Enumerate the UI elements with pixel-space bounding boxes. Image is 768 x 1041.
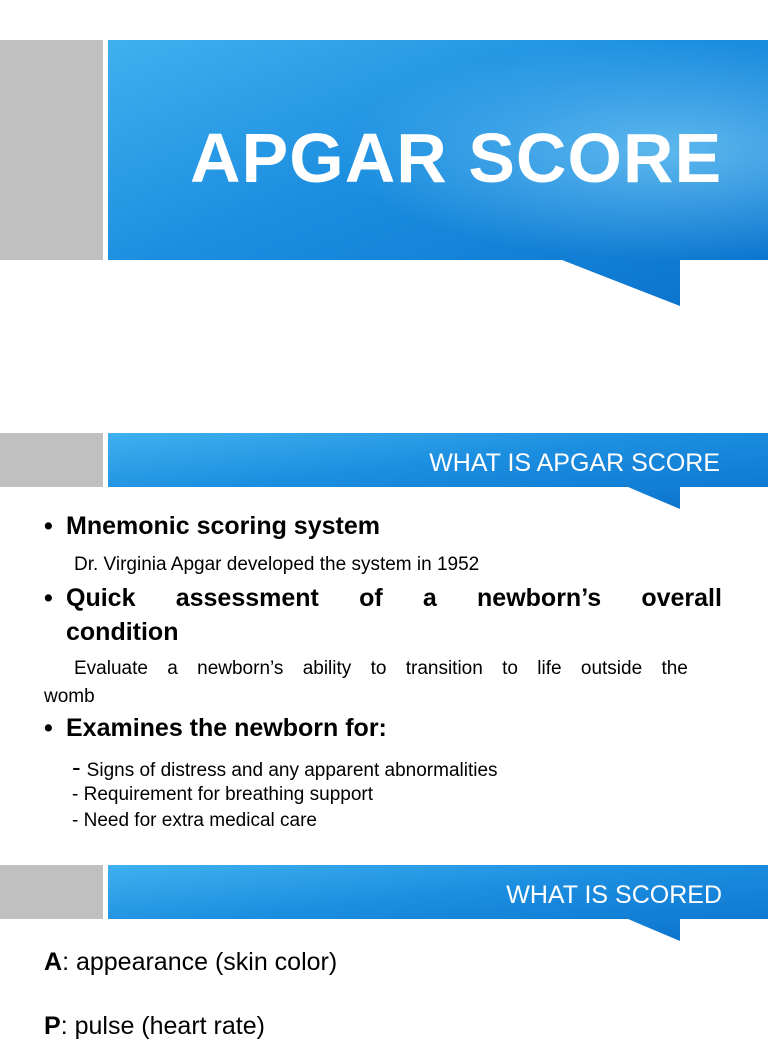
bullet-quick-dot xyxy=(44,584,66,613)
title-side-block xyxy=(0,40,103,260)
bullet-dot: • xyxy=(44,714,53,742)
scored-item-appearance: A: appearance (skin color) xyxy=(44,948,338,976)
dash-item-medical-care: - Need for extra medical care xyxy=(72,810,317,831)
title-banner xyxy=(108,40,768,306)
section2-banner xyxy=(108,865,768,941)
section1-banner xyxy=(108,433,768,509)
bullet-quick-detail-line1: Evaluate a newborn’s ability to transition to life outside the xyxy=(74,658,688,679)
bullet-dot: • xyxy=(44,512,53,540)
bullet-quick-line2: condition xyxy=(66,618,179,646)
section1-heading: WHAT IS APGAR SCORE xyxy=(429,449,720,477)
dash-item-distress: - Signs of distress and any apparent abnormalities xyxy=(72,752,498,782)
dash-item-breathing: - Requirement for breathing support xyxy=(72,784,373,805)
section2-side-block xyxy=(0,865,103,919)
bullet-text: Mnemonic scoring system xyxy=(66,512,380,540)
bullet-text: Examines the newborn for: xyxy=(66,714,387,742)
bullet-quick-line1: Quick assessment of a newborn’s overall xyxy=(66,584,722,612)
section1-side-block xyxy=(0,433,103,487)
bullet-dot: • xyxy=(44,584,53,612)
bullet-mnemonic-detail: Dr. Virginia Apgar developed the system in 1952 xyxy=(74,554,480,575)
bullet-examines xyxy=(44,714,387,743)
slide-title: APGAR SCORE xyxy=(190,119,723,197)
section2-heading: WHAT IS SCORED xyxy=(506,881,722,909)
bullet-quick-detail-line2: womb xyxy=(44,686,95,707)
bullet-mnemonic xyxy=(44,512,380,541)
scored-item-pulse: P: pulse (heart rate) xyxy=(44,1012,265,1040)
